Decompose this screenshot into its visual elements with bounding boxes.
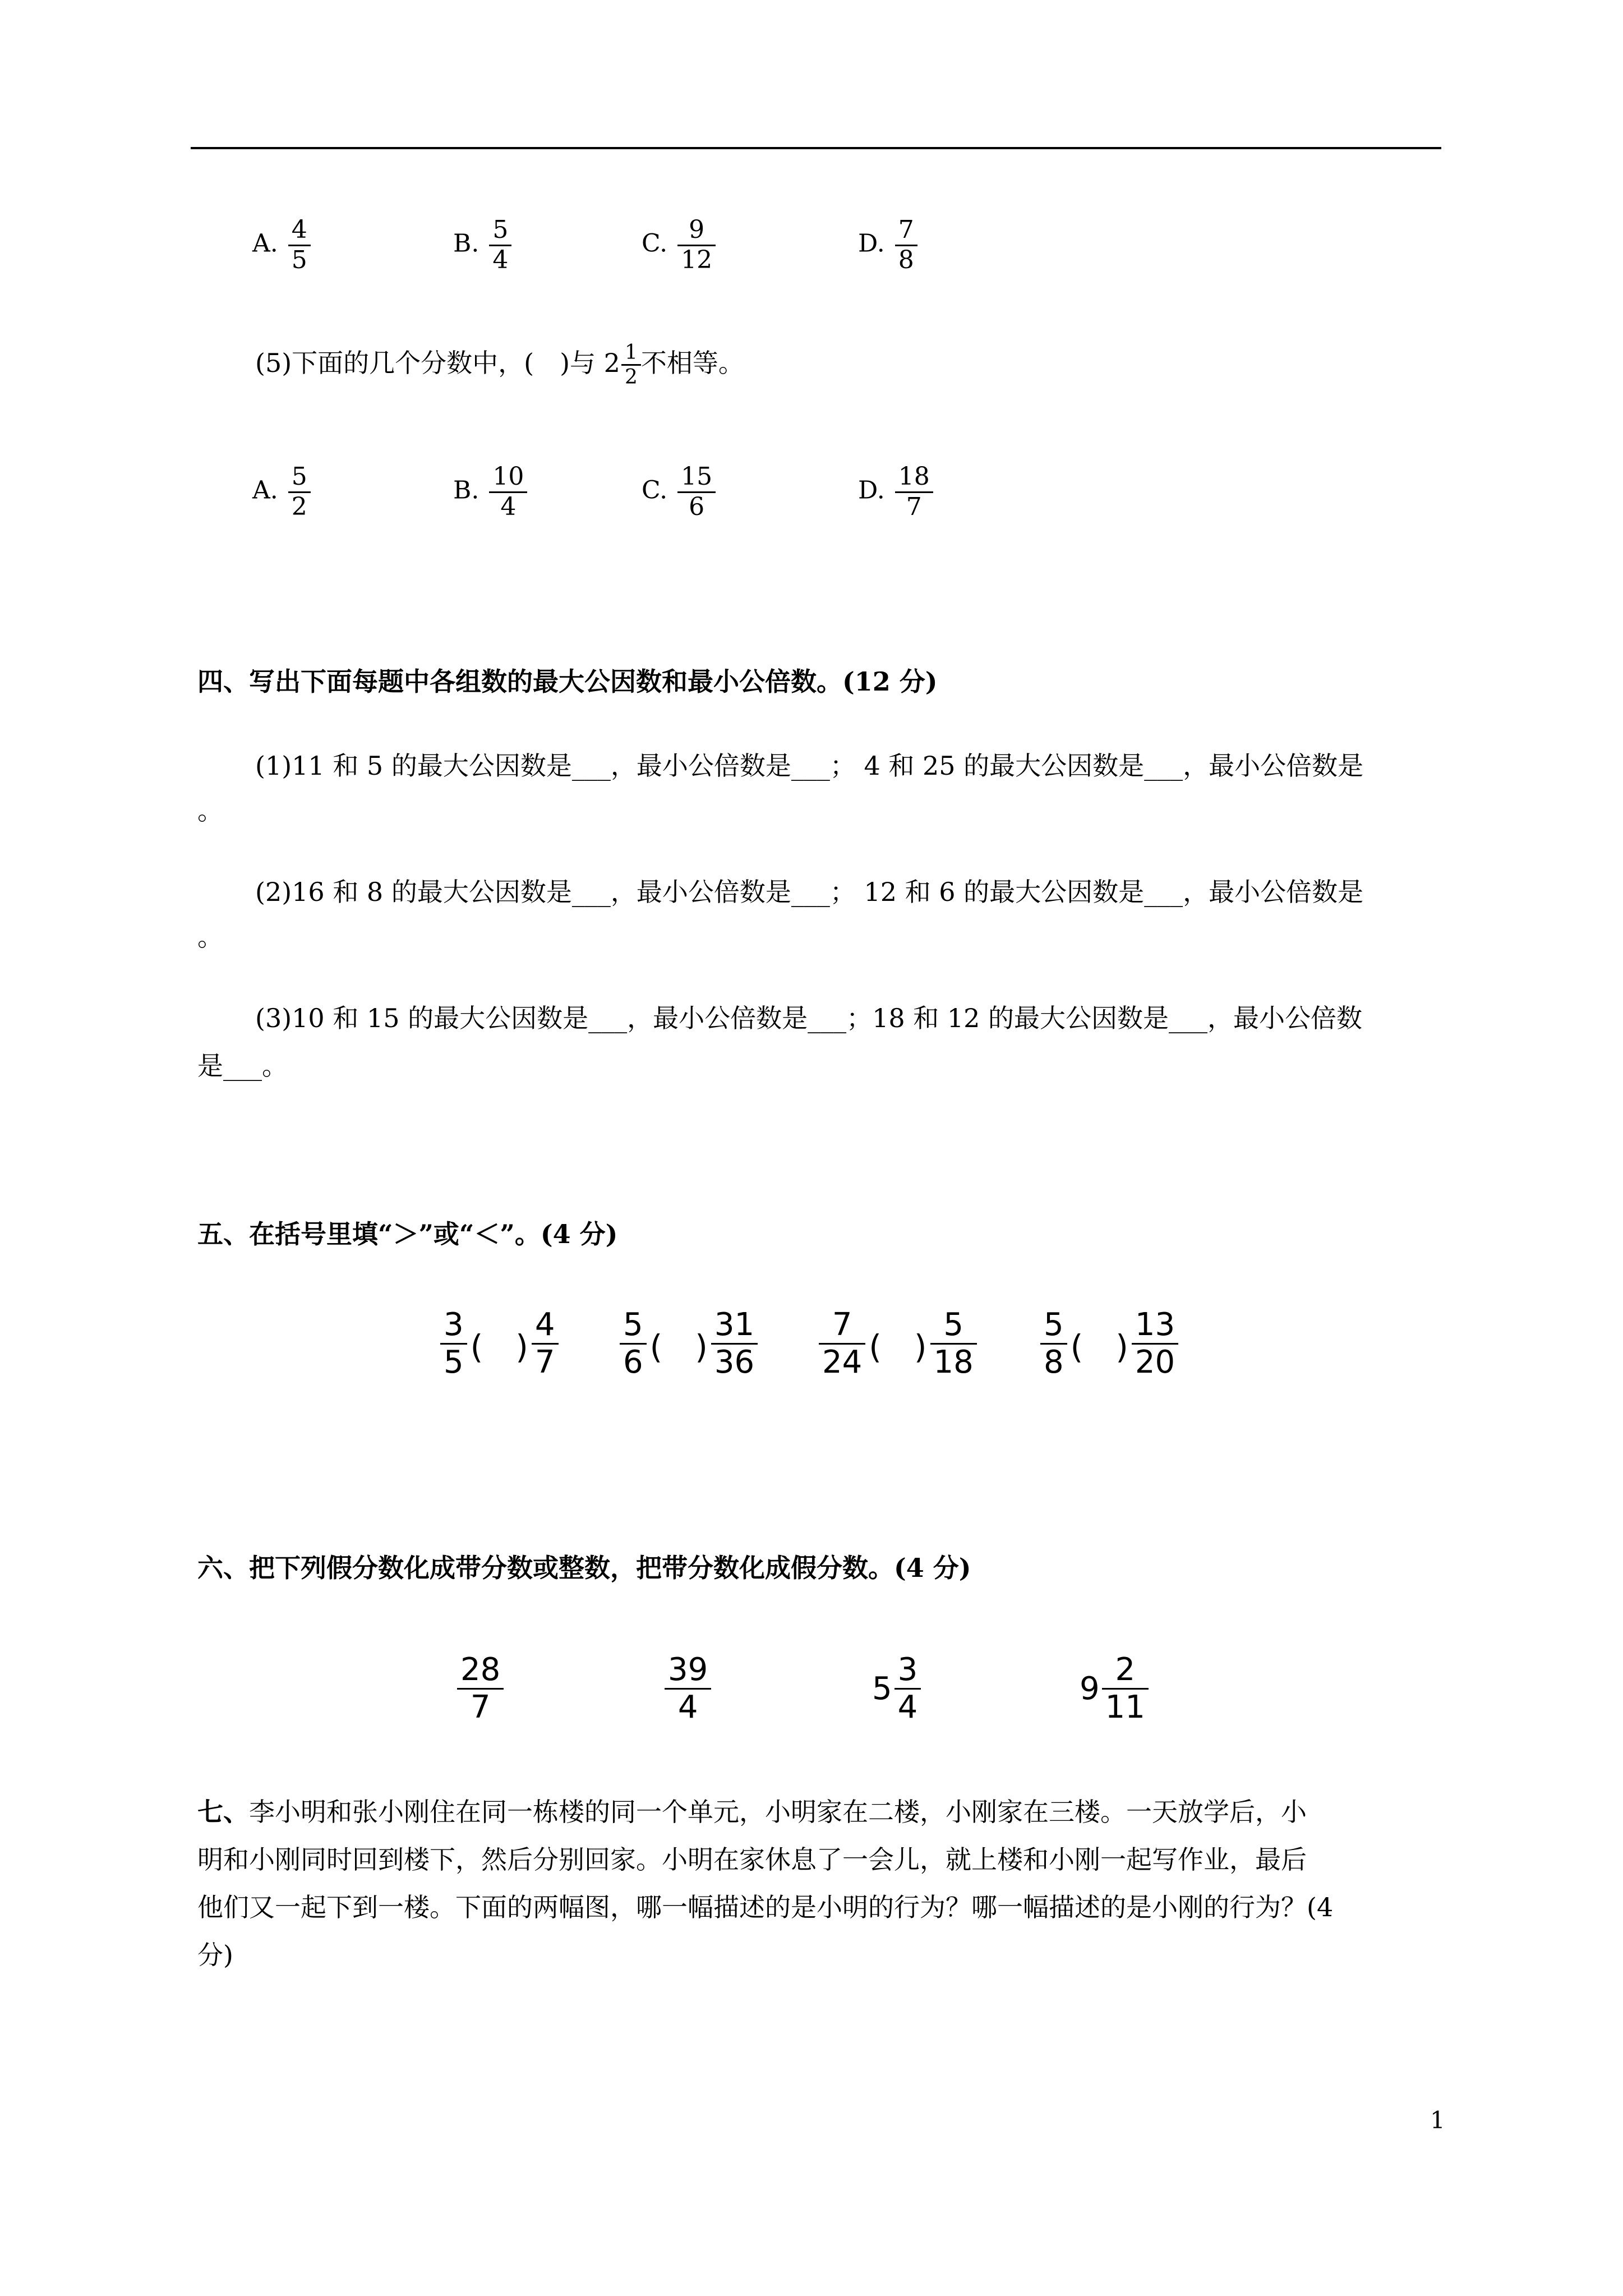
section4-item3-line1: (3)10 和 15 的最大公因数是___，最小公倍数是___；18 和 12 的最大公因数是___，最小公倍数: [255, 1003, 1363, 1033]
comparison-3: $\frac{7}{24}$ ( ) $\frac{5}{18}$: [819, 1307, 977, 1381]
answer-bracket[interactable]: ( ): [649, 1327, 708, 1366]
q4-option-b: B. $\frac{5}{4}$: [453, 216, 511, 274]
section7-line2: 明和小刚同时回到楼下，然后分别回家。小明在家休息了一会儿，就上楼和小刚一起写作业，最后: [197, 1844, 1307, 1875]
convert-item-3: 5 $\frac{3}{4}$: [872, 1652, 921, 1726]
q4-option-d: D. $\frac{7}{8}$: [858, 216, 917, 274]
section4-heading: 四、写出下面每题中各组数的最大公因数和最小公倍数。(12 分): [197, 666, 938, 697]
q4-option-c: C. $\frac{9}{12}$: [642, 216, 716, 274]
convert-item-2: $\frac{39}{4}$: [665, 1652, 711, 1726]
section7-line3: 他们又一起下到一楼。下面的两幅图，哪一幅描述的是小明的行为？哪一幅描述的是小刚的行为？(4: [197, 1892, 1334, 1922]
section7-line1: 七、李小明和张小刚住在同一栋楼的同一个单元，小明家在二楼，小刚家在三楼。一天放学后，小: [197, 1797, 1307, 1827]
answer-bracket[interactable]: ( ): [470, 1327, 528, 1366]
section4-item3-line2: 是___。: [197, 1051, 288, 1081]
answer-bracket[interactable]: ( ): [1070, 1327, 1128, 1366]
section4-item2-line2: 。: [197, 922, 223, 952]
q5-option-a: A. $\frac{5}{2}$: [252, 463, 311, 521]
section5-heading: 五、在括号里填“＞”或“＜”。(4 分): [197, 1219, 618, 1249]
q5-option-d: D. $\frac{18}{7}$: [858, 463, 933, 521]
q5-option-b: B. $\frac{10}{4}$: [453, 463, 527, 521]
comparison-1: $\frac{3}{5}$ ( ) $\frac{4}{7}$: [440, 1307, 559, 1381]
header-rule: [191, 147, 1441, 149]
section4-item2-line1: (2)16 和 8 的最大公因数是___，最小公倍数是___； 12 和 6 的最大公因数是___，最小公倍数是: [255, 877, 1364, 907]
q5-question: (5)下面的几个分数中，( )与 2 $\frac{1}{2}$ 不相等。: [255, 341, 744, 389]
convert-item-1: $\frac{28}{7}$: [457, 1652, 504, 1726]
section6-heading: 六、把下列假分数化成带分数或整数，把带分数化成假分数。(4 分): [197, 1553, 971, 1583]
comparison-4: $\frac{5}{8}$ ( ) $\frac{13}{20}$: [1040, 1307, 1178, 1381]
section7-line4: 分): [197, 1940, 233, 1970]
answer-bracket[interactable]: ( ): [869, 1327, 927, 1366]
comparison-2: $\frac{5}{6}$ ( ) $\frac{31}{36}$: [620, 1307, 758, 1381]
q4-option-a: A. $\frac{4}{5}$: [252, 216, 311, 274]
page-number: 1: [1430, 2106, 1445, 2134]
section4-item1-line2: 。: [197, 795, 223, 826]
q5-option-c: C. $\frac{15}{6}$: [642, 463, 716, 521]
section4-item1-line1: (1)11 和 5 的最大公因数是___，最小公倍数是___； 4 和 25 的最大公因数是___，最小公倍数是: [255, 751, 1364, 781]
convert-item-4: 9 $\frac{2}{11}$: [1080, 1652, 1149, 1726]
